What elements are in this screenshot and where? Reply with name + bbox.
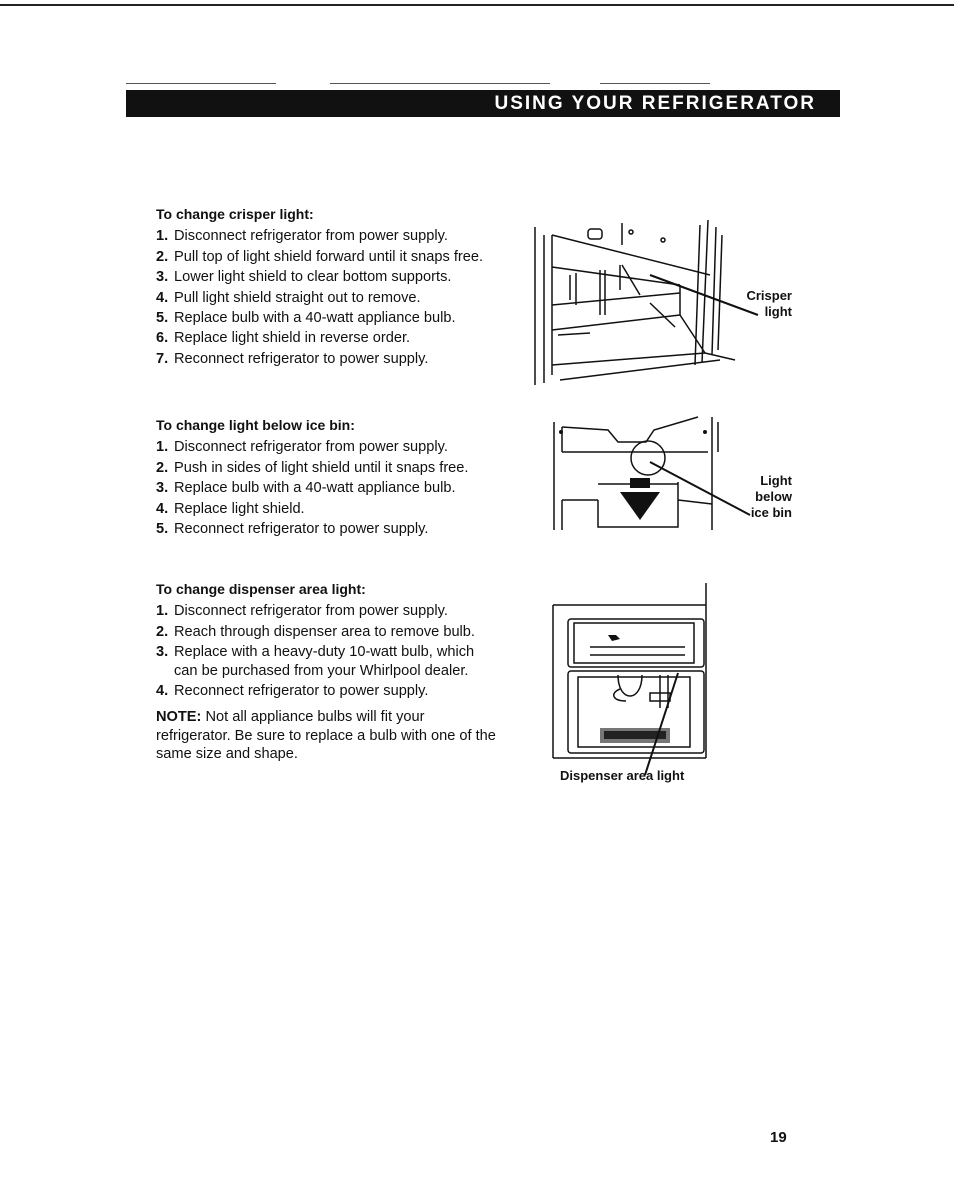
steps-list (156, 438, 501, 538)
top-rule (0, 4, 954, 6)
step-number: 7. (156, 350, 169, 367)
step-number: 4. (156, 683, 169, 700)
list-item (156, 329, 501, 347)
step-number: 4. (156, 500, 169, 517)
step-text: Replace light shield. (174, 500, 305, 517)
label-line: ice bin (750, 505, 792, 520)
list-item (156, 520, 501, 538)
dispenser-light-leader (645, 673, 678, 775)
label-line: below (755, 489, 792, 504)
list-item (156, 602, 501, 620)
section-banner: USING YOUR REFRIGERATOR (126, 90, 840, 117)
ice-bin-light-label (730, 473, 792, 521)
step-number: 3. (156, 480, 169, 497)
step-text: Lower light shield to clear bottom supports. (174, 269, 452, 286)
steps-list (156, 227, 501, 368)
dispenser-light-label: Dispenser area light (560, 768, 685, 783)
step-text: Replace light shield in reverse order. (174, 330, 411, 347)
crisper-light-label (730, 288, 792, 320)
ice-bin-light-illustration (550, 412, 740, 537)
step-number: 2. (156, 459, 169, 476)
label-line: Light (760, 473, 792, 488)
crisper-light-section (156, 205, 501, 370)
step-number: 4. (156, 289, 169, 306)
scan-rule (126, 83, 276, 84)
section-title: To change dispenser area light: (156, 581, 366, 597)
step-number: 5. (156, 310, 169, 327)
step-number: 2. (156, 248, 169, 265)
list-item (156, 500, 501, 518)
step-text: Replace with a heavy-duty 10-watt bulb, which can be purchased from your Whirlpool dealer. (174, 644, 475, 679)
list-item (156, 350, 501, 368)
step-number: 2. (156, 623, 169, 640)
step-number: 6. (156, 330, 169, 347)
scan-rule (600, 83, 710, 84)
list-item (156, 309, 501, 327)
list-item (156, 623, 501, 641)
step-text: Disconnect refrigerator from power supply. (174, 439, 448, 456)
list-item (156, 248, 501, 266)
steps-list (156, 602, 501, 700)
step-text: Pull light shield straight out to remove. (174, 289, 421, 306)
step-text: Push in sides of light shield until it snaps free. (174, 459, 469, 476)
section-title: To change light below ice bin: (156, 417, 355, 433)
list-item (156, 268, 501, 286)
step-number: 5. (156, 521, 169, 538)
step-text: Reach through dispenser area to remove bulb. (174, 623, 475, 640)
list-item (156, 438, 501, 456)
note-paragraph (156, 708, 501, 763)
list-item (156, 459, 501, 477)
note-label: NOTE: (156, 709, 202, 726)
crisper-light-illustration (530, 215, 745, 390)
page-number: 19 (770, 1129, 787, 1146)
step-number: 1. (156, 603, 169, 620)
list-item (156, 289, 501, 307)
list-item (156, 682, 501, 700)
step-text: Reconnect refrigerator to power supply. (174, 683, 429, 700)
label-line: Crisper (746, 288, 792, 303)
list-item (156, 643, 501, 680)
label-line: light (764, 304, 792, 319)
step-text: Reconnect refrigerator to power supply. (174, 350, 429, 367)
step-text: Replace bulb with a 40-watt appliance bulb. (174, 310, 456, 327)
step-number: 1. (156, 228, 169, 245)
step-number: 3. (156, 269, 169, 286)
note-text: Not all appliance bulbs will fit your refrigerator. Be sure to replace a bulb with one of the same size and shape. (156, 709, 496, 763)
step-text: Disconnect refrigerator from power supply. (174, 603, 448, 620)
ice-bin-light-section (156, 416, 501, 540)
list-item (156, 479, 501, 497)
step-text: Reconnect refrigerator to power supply. (174, 521, 429, 538)
section-title: To change crisper light: (156, 206, 314, 222)
arrow-down-icon (620, 492, 660, 520)
step-number: 1. (156, 439, 169, 456)
dispenser-light-illustration (550, 583, 712, 768)
scan-rule (330, 83, 550, 84)
step-text: Disconnect refrigerator from power supply. (174, 228, 448, 245)
dispenser-light-section (156, 580, 501, 764)
list-item (156, 227, 501, 245)
step-text: Replace bulb with a 40-watt appliance bulb. (174, 480, 456, 497)
step-text: Pull top of light shield forward until it snaps free. (174, 248, 484, 265)
step-number: 3. (156, 644, 169, 661)
